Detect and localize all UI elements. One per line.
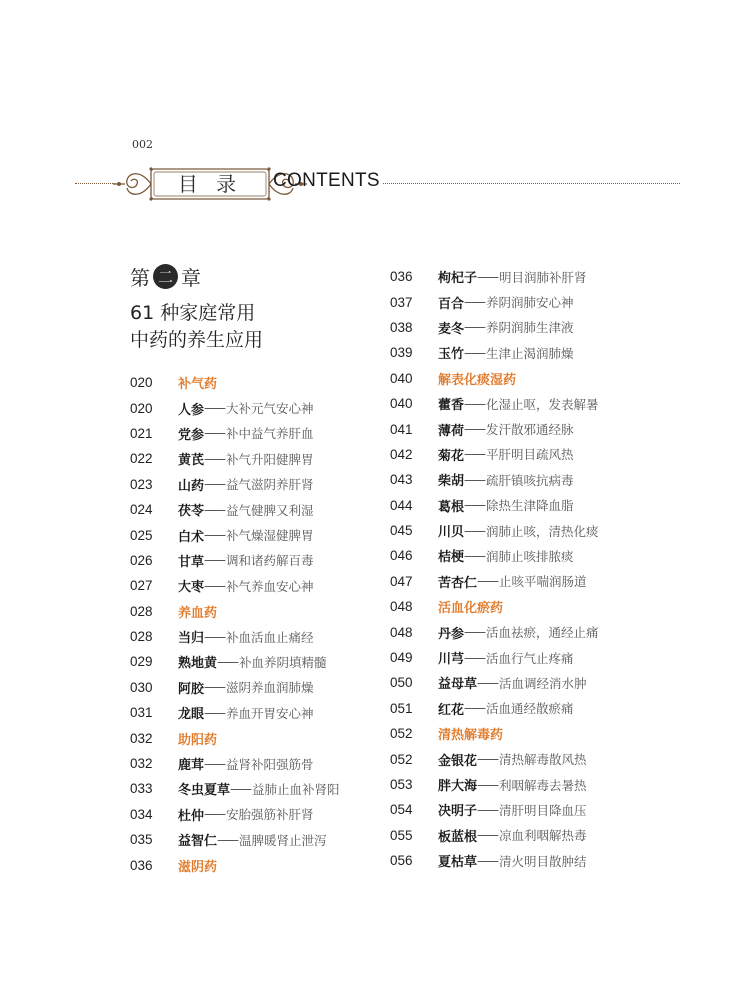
- toc-entry[interactable]: [130, 446, 340, 471]
- herb-effect: 止咳平喘润肠道: [499, 574, 587, 590]
- toc-header: [75, 164, 680, 204]
- herb-effect: 补气养血安心神: [226, 578, 314, 594]
- page-ref: 037: [390, 294, 413, 310]
- em-dash: ——: [464, 701, 485, 716]
- toc-entry[interactable]: [130, 802, 340, 827]
- em-dash: ——: [204, 629, 225, 644]
- herb-name: 薄荷: [438, 423, 465, 439]
- toc-entry[interactable]: [390, 518, 599, 543]
- page-ref: 030: [130, 679, 153, 695]
- toc-entry[interactable]: [130, 624, 340, 649]
- em-dash: ——: [477, 675, 498, 690]
- em-dash: ——: [477, 574, 498, 589]
- toc-entry[interactable]: [130, 472, 340, 497]
- page-ref: 038: [390, 319, 413, 335]
- herb-effect: 补血养阴填精髓: [239, 654, 327, 670]
- em-dash: ——: [204, 528, 225, 543]
- page-ref: 040: [390, 396, 413, 412]
- herb-effect: 润肺止咳，清热化痰: [486, 523, 599, 539]
- herb-name: 百合: [438, 296, 465, 312]
- em-dash: ——: [477, 777, 498, 792]
- page-ref: 032: [130, 756, 153, 772]
- toc-entry[interactable]: [390, 543, 599, 568]
- toc-entry[interactable]: [130, 827, 340, 852]
- toc-title-cn: 目 录: [177, 172, 243, 196]
- page-ref: 042: [390, 446, 413, 462]
- herb-name: 藿香: [438, 398, 465, 414]
- herb-effect: 活血调经消水肿: [499, 675, 587, 691]
- dotted-rule-right: [383, 183, 680, 184]
- page-ref: 024: [130, 502, 153, 518]
- em-dash: ——: [204, 477, 225, 492]
- herb-effect: 益气健脾又利湿: [226, 502, 314, 518]
- toc-category-row[interactable]: [390, 721, 599, 746]
- page-ref: 045: [390, 523, 413, 539]
- herb-name: 益智仁: [178, 834, 218, 850]
- herb-name: 熟地黄: [178, 656, 218, 672]
- page-ref: 043: [390, 472, 413, 488]
- em-dash: ——: [204, 807, 225, 822]
- toc-entry[interactable]: [130, 497, 340, 522]
- herb-name: 大枣: [178, 580, 205, 596]
- herb-name: 龙眼: [178, 707, 205, 723]
- category-heading: 活血化瘀药: [438, 601, 504, 617]
- toc-entry[interactable]: [390, 442, 599, 467]
- herb-effect: 清火明目散肿结: [499, 853, 587, 869]
- herb-name: 丹参: [438, 626, 465, 642]
- herb-name: 鹿茸: [178, 758, 205, 774]
- herb-effect: 润肺止咳排脓痰: [486, 548, 574, 564]
- page-ref: 044: [390, 497, 413, 513]
- herb-name: 白术: [178, 529, 205, 545]
- herb-effect: 滋阴养血润肺燥: [226, 680, 314, 696]
- herb-name: 阿胶: [178, 681, 205, 697]
- page-ref: 050: [390, 675, 413, 691]
- em-dash: ——: [204, 578, 225, 593]
- herb-name: 杜仲: [178, 808, 205, 824]
- herb-effect: 益肺止血补肾阳: [252, 781, 340, 797]
- toc-entry[interactable]: [390, 264, 599, 289]
- toc-category-row[interactable]: [390, 366, 599, 391]
- herb-name: 玉竹: [438, 347, 465, 363]
- herb-effect: 补气升阳健脾胃: [226, 451, 314, 467]
- em-dash: ——: [204, 756, 225, 771]
- em-dash: ——: [464, 345, 485, 360]
- em-dash: ——: [464, 650, 485, 665]
- herb-name: 红花: [438, 702, 465, 718]
- herb-name: 川贝: [438, 525, 465, 541]
- herb-name: 当归: [178, 631, 205, 647]
- page-ref: 023: [130, 476, 153, 492]
- page-ref: 020: [130, 400, 153, 416]
- toc-entry[interactable]: [130, 421, 340, 446]
- page-ref: 028: [130, 629, 153, 645]
- page-ref: 022: [130, 451, 153, 467]
- page-ref: 052: [390, 751, 413, 767]
- category-heading: 养血药: [178, 605, 218, 621]
- page-ref: 056: [390, 853, 413, 869]
- toc-column-left: [130, 370, 340, 878]
- page-ref: 026: [130, 552, 153, 568]
- herb-name: 决明子: [438, 804, 478, 820]
- toc-entry[interactable]: [390, 645, 599, 670]
- em-dash: ——: [464, 625, 485, 640]
- em-dash: ——: [464, 396, 485, 411]
- toc-entry[interactable]: [390, 670, 599, 695]
- page-ref: 036: [130, 857, 153, 873]
- herb-name: 党参: [178, 427, 205, 443]
- herb-effect: 利咽解毒去暑热: [499, 777, 587, 793]
- herb-name: 柴胡: [438, 474, 465, 490]
- em-dash: ——: [477, 853, 498, 868]
- toc-entry[interactable]: [130, 776, 340, 801]
- page-number: 002: [132, 138, 153, 151]
- toc-entry[interactable]: [130, 395, 340, 420]
- herb-name: 苦杏仁: [438, 575, 478, 591]
- em-dash: ——: [204, 426, 225, 441]
- page-ref: 047: [390, 573, 413, 589]
- herb-name: 冬虫夏草: [178, 783, 231, 799]
- herb-name: 金银花: [438, 753, 478, 769]
- toc-category-row[interactable]: [130, 852, 340, 877]
- toc-entry[interactable]: [130, 649, 340, 674]
- category-heading: 清热解毒药: [438, 728, 504, 744]
- chapter-heading: [130, 262, 201, 291]
- em-dash: ——: [464, 422, 485, 437]
- herb-effect: 活血祛瘀，通经止痛: [486, 625, 599, 641]
- category-heading: 滋阴药: [178, 859, 218, 875]
- herb-effect: 疏肝镇咳抗病毒: [486, 472, 574, 488]
- page-ref: 052: [390, 726, 413, 742]
- page-ref: 031: [130, 705, 153, 721]
- herb-effect: 补气燥湿健脾胃: [226, 528, 314, 544]
- herb-name: 山药: [178, 478, 205, 494]
- em-dash: ——: [464, 447, 485, 462]
- em-dash: ——: [477, 802, 498, 817]
- herb-name: 益母草: [438, 677, 478, 693]
- herb-effect: 大补元气安心神: [226, 401, 314, 417]
- toc-entry[interactable]: [130, 548, 340, 573]
- herb-name: 菊花: [438, 448, 465, 464]
- em-dash: ——: [204, 705, 225, 720]
- em-dash: ——: [204, 451, 225, 466]
- herb-name: 枸杞子: [438, 271, 478, 287]
- page-ref: 039: [390, 345, 413, 361]
- em-dash: ——: [477, 269, 498, 284]
- toc-entry[interactable]: [390, 848, 599, 873]
- page-ref: 055: [390, 827, 413, 843]
- page-ref: 032: [130, 730, 153, 746]
- herb-effect: 调和诸药解百毒: [226, 553, 314, 569]
- em-dash: ——: [204, 680, 225, 695]
- herb-name: 桔梗: [438, 550, 465, 566]
- toc-column-right: [390, 264, 599, 873]
- page-ref: 020: [130, 375, 153, 391]
- page-ref: 040: [390, 370, 413, 386]
- toc-entry[interactable]: [390, 569, 599, 594]
- dotted-rule-left: [75, 183, 115, 184]
- toc-entry[interactable]: [390, 289, 599, 314]
- toc-entry[interactable]: [390, 340, 599, 365]
- page-ref: 029: [130, 654, 153, 670]
- herb-name: 人参: [178, 402, 205, 418]
- herb-effect: 清热解毒散风热: [499, 752, 587, 768]
- chapter-title-line: 61 种家庭常用: [130, 302, 256, 324]
- em-dash: ——: [464, 548, 485, 563]
- category-heading: 补气药: [178, 377, 218, 393]
- category-heading: 助阳药: [178, 732, 218, 748]
- herb-effect: 明目润肺补肝肾: [499, 269, 587, 285]
- page-ref: 021: [130, 425, 153, 441]
- herb-effect: 补血活血止痛经: [226, 629, 314, 645]
- toc-entry[interactable]: [130, 522, 340, 547]
- herb-effect: 活血通经散瘀痛: [486, 701, 574, 717]
- herb-name: 麦冬: [438, 321, 465, 337]
- herb-name: 夏枯草: [438, 855, 478, 871]
- toc-category-row[interactable]: [130, 599, 340, 624]
- herb-effect: 除热生津降血脂: [486, 498, 574, 514]
- herb-effect: 温脾暖肾止泄泻: [239, 832, 327, 848]
- toc-category-row[interactable]: [390, 594, 599, 619]
- herb-effect: 益气滋阴养肝肾: [226, 477, 314, 493]
- herb-effect: 益肾补阳强筋骨: [226, 756, 314, 772]
- toc-entry[interactable]: [390, 696, 599, 721]
- herb-effect: 补中益气养肝血: [226, 426, 314, 442]
- chapter-number-badge: 二: [153, 264, 178, 289]
- herb-effect: 凉血利咽解热毒: [499, 828, 587, 844]
- em-dash: ——: [204, 401, 225, 416]
- chapter-title-line: 中药的养生应用: [130, 329, 264, 351]
- em-dash: ——: [464, 498, 485, 513]
- page-ref: 048: [390, 599, 413, 615]
- page-ref: 041: [390, 421, 413, 437]
- herb-name: 胖大海: [438, 779, 478, 794]
- toc-entry[interactable]: [390, 416, 599, 441]
- toc-entry[interactable]: [130, 700, 340, 725]
- em-dash: ——: [464, 523, 485, 538]
- toc-entry[interactable]: [390, 746, 599, 771]
- page-ref: 027: [130, 578, 153, 594]
- chapter-prefix: 第: [130, 266, 150, 290]
- herb-effect: 生津止渴润肺燥: [486, 345, 574, 361]
- category-heading: 解表化痰湿药: [438, 372, 517, 388]
- em-dash: ——: [464, 295, 485, 310]
- herb-effect: 发汗散邪通经脉: [486, 422, 574, 438]
- em-dash: ——: [204, 502, 225, 517]
- herb-effect: 养阴润肺安心神: [486, 295, 574, 311]
- toc-entry[interactable]: [390, 823, 599, 848]
- herb-name: 甘草: [178, 554, 205, 570]
- em-dash: ——: [464, 320, 485, 335]
- toc-entry[interactable]: [390, 315, 599, 340]
- herb-effect: 活血行气止疼痛: [486, 650, 574, 666]
- toc-title-en: CONTENTS: [273, 170, 380, 191]
- em-dash: ——: [217, 832, 238, 847]
- em-dash: ——: [477, 752, 498, 767]
- toc-entry[interactable]: [390, 467, 599, 492]
- chapter-title: [130, 300, 330, 354]
- em-dash: ——: [464, 472, 485, 487]
- page-ref: 046: [390, 548, 413, 564]
- herb-effect: 化湿止呕，发表解暑: [486, 396, 599, 412]
- herb-name: 川芎: [438, 652, 465, 668]
- herb-effect: 安胎强筋补肝肾: [226, 807, 314, 823]
- page-ref: 034: [130, 806, 153, 822]
- herb-effect: 养血开胃安心神: [226, 705, 314, 721]
- page-ref: 036: [390, 269, 413, 285]
- page-ref: 054: [390, 802, 413, 818]
- toc-entry[interactable]: [130, 751, 340, 776]
- toc-entry[interactable]: [130, 573, 340, 598]
- herb-name: 黄芪: [178, 453, 205, 469]
- toc-entry[interactable]: [390, 493, 599, 518]
- herb-effect: 养阴润肺生津液: [486, 320, 574, 336]
- toc-entry[interactable]: [390, 772, 599, 797]
- chapter-suffix: 章: [181, 266, 201, 290]
- em-dash: ——: [477, 828, 498, 843]
- herb-effect: 清肝明目降血压: [499, 802, 587, 818]
- page-ref: 049: [390, 650, 413, 666]
- toc-category-row[interactable]: [130, 370, 340, 395]
- page-ref: 053: [390, 777, 413, 792]
- toc-entry[interactable]: [390, 619, 599, 644]
- herb-name: 板蓝根: [438, 829, 478, 845]
- herb-name: 葛根: [438, 499, 465, 515]
- herb-effect: 平肝明目疏风热: [486, 447, 574, 463]
- page-ref: 051: [390, 700, 413, 716]
- page-ref: 035: [130, 832, 153, 848]
- em-dash: ——: [204, 553, 225, 568]
- em-dash: ——: [230, 781, 251, 796]
- page-ref: 033: [130, 781, 153, 797]
- page-ref: 028: [130, 603, 153, 619]
- page-ref: 048: [390, 624, 413, 640]
- toc-category-row[interactable]: [130, 725, 340, 750]
- page-ref: 025: [130, 527, 153, 543]
- toc-entry[interactable]: [390, 797, 599, 822]
- toc-entry[interactable]: [130, 675, 340, 700]
- toc-entry[interactable]: [390, 391, 599, 416]
- herb-name: 茯苓: [178, 504, 205, 520]
- em-dash: ——: [217, 654, 238, 669]
